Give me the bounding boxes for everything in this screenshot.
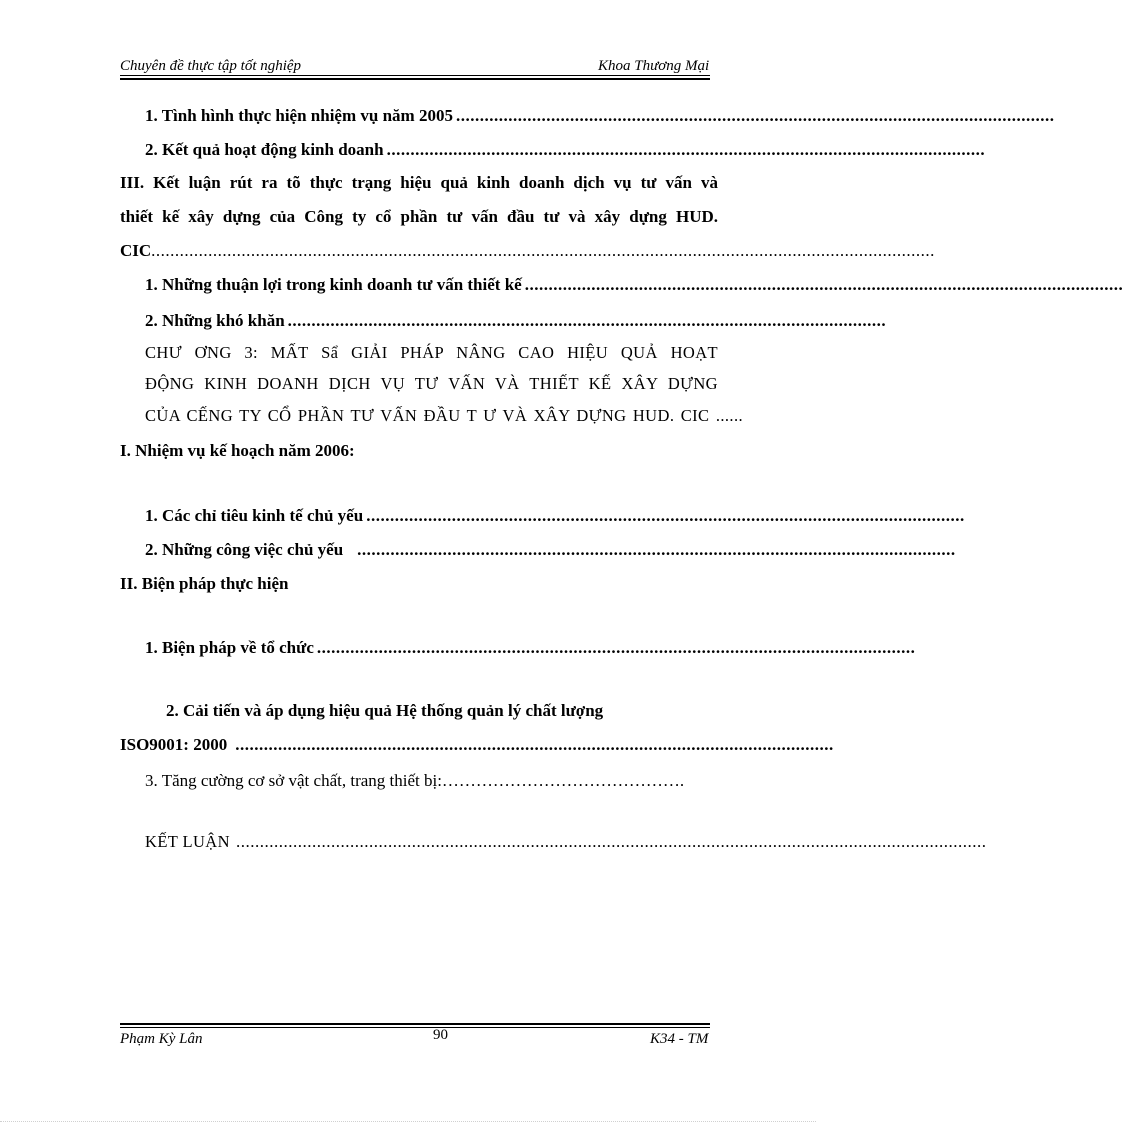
header-left: Chuyên đề thực tập tốt nghiệp xyxy=(120,58,302,74)
dot-leader: .............................................................................................................................. xyxy=(316,638,916,657)
toc-item-label: 2. Những khó khăn xyxy=(145,311,285,330)
toc-item[interactable] xyxy=(145,275,1123,295)
toc-item[interactable] xyxy=(145,140,986,160)
toc-section-heading[interactable]: I. Nhiệm vụ kế hoạch năm 2006: xyxy=(120,441,355,460)
dot-leader: .............................................................................................................................. xyxy=(366,506,965,525)
chapter-heading-cont[interactable]: ĐỘNG KINH DOANH DỊCH VỤ TƯ VẤN VÀ THIẾT KẾ XÂY DỰNG xyxy=(145,374,718,393)
footer-rule-thick xyxy=(120,1023,710,1025)
header-rule xyxy=(120,75,710,76)
toc-item[interactable] xyxy=(145,106,1055,126)
dot-leader: .............................................................................................................................. xyxy=(287,311,887,330)
dot-leader: ..................................................................................................................................................................... xyxy=(151,241,935,260)
chapter-heading[interactable]: CHƯ ƠNG 3: MẤT Sẩ GIẢI PHÁP NÂNG CAO HIỆU QUẢ HOẠT xyxy=(145,343,718,362)
header-right: Khoa Thương Mại xyxy=(598,58,710,74)
page-number: 90 xyxy=(433,1027,448,1043)
toc-item-label: 1. Biện pháp về tổ chức xyxy=(145,638,314,657)
toc-item-label: KẾT LUẬN xyxy=(145,832,230,851)
page-edge xyxy=(0,1121,816,1122)
toc-item-label[interactable]: 2. Cải tiến và áp dụng hiệu quả Hệ thống quản lý chất lượng xyxy=(166,701,604,720)
dot-leader: .............................................................................................................................. xyxy=(386,140,986,159)
toc-item-label: 1. Các chỉ tiêu kinh tế chủ yếu xyxy=(145,506,364,525)
footer-author: Phạm Kỳ Lân xyxy=(120,1031,203,1047)
toc-item-label: 1. Những thuận lợi trong kinh doanh tư vấn thiết kế xyxy=(145,275,522,294)
toc-item[interactable] xyxy=(120,735,834,755)
toc-item-label: 1. Tình hình thực hiện nhiệm vụ năm 2005 xyxy=(145,106,453,125)
toc-item-label: 2. Những công việc chủ yếu xyxy=(145,540,344,559)
toc-item[interactable] xyxy=(145,832,987,852)
toc-item-label: ISO9001: 2000 xyxy=(120,735,228,754)
toc-item[interactable] xyxy=(145,540,956,560)
dot-leader: .............................................................................................................................. xyxy=(235,735,834,754)
header-rule-thick xyxy=(120,78,710,80)
footer-class: K34 - TM xyxy=(650,1031,709,1047)
toc-item[interactable] xyxy=(120,241,935,261)
toc-item[interactable] xyxy=(145,638,916,658)
toc-item[interactable] xyxy=(145,506,965,526)
toc-section-heading[interactable]: II. Biện pháp thực hiện xyxy=(120,574,289,593)
chapter-heading-cont[interactable]: CỦA CẾNG TY CỔ PHẦN TƯ VẤN ĐẦU T Ư VÀ XÂY DỰNG HUD. CIC ...... xyxy=(145,406,743,425)
toc-section-heading-cont[interactable]: thiết kế xây dựng của Công ty cổ phần tư vấn đầu tư và xây dựng HUD. xyxy=(120,207,718,226)
dot-leader: .............................................................................................................................. xyxy=(524,275,1123,294)
toc-item-label: CIC xyxy=(120,241,152,260)
footer-rule xyxy=(120,1027,710,1028)
dot-leader: .............................................................................................................................................................. xyxy=(235,832,987,851)
toc-item-label: 2. Kết quả hoạt động kinh doanh xyxy=(145,140,384,159)
dot-leader: .............................................................................................................................. xyxy=(357,540,956,559)
toc-item[interactable] xyxy=(145,311,887,331)
toc-item[interactable]: 3. Tăng cường cơ sở vật chất, trang thiết bị:……………………………………. xyxy=(145,771,685,790)
dot-leader: .............................................................................................................................. xyxy=(455,106,1055,125)
toc-section-heading[interactable]: III. Kết luận rút ra tõ thực trạng hiệu quả kinh doanh dịch vụ tư vấn và xyxy=(120,173,718,192)
